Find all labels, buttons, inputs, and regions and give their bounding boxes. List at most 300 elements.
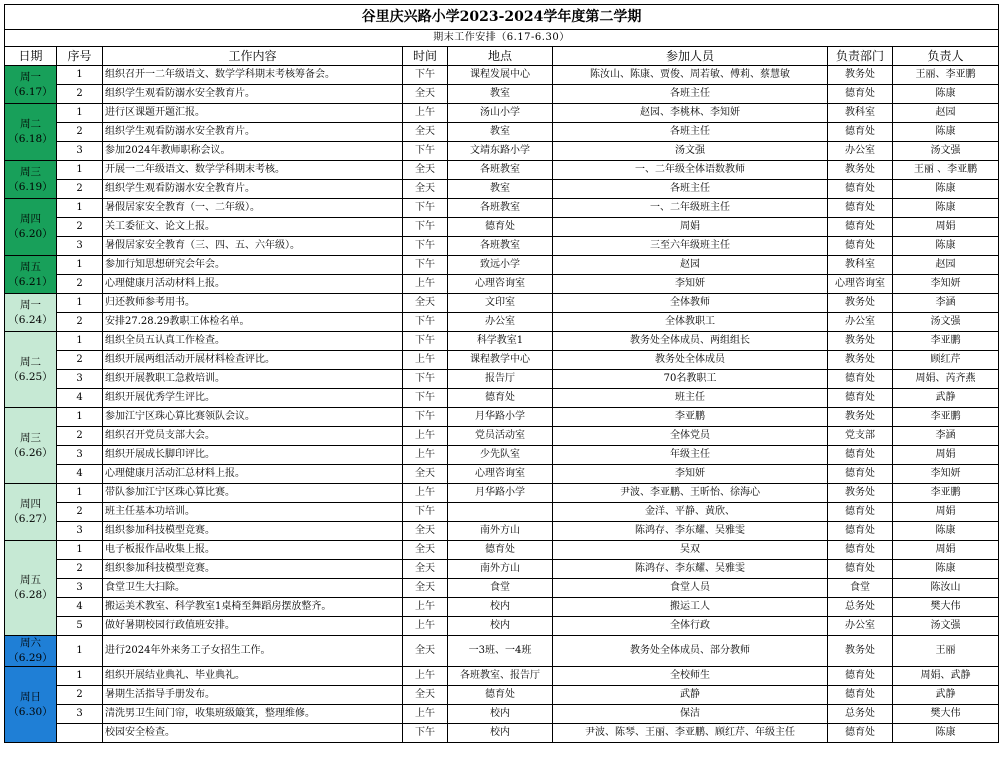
task-participants: 一、二年级全体语数教师 (553, 161, 828, 180)
table-row (5, 724, 999, 743)
task-leader: 陈康 (893, 237, 999, 256)
table-row (5, 85, 999, 104)
row-number: 2 (57, 427, 103, 446)
table-row (5, 541, 999, 560)
task-time: 上午 (403, 427, 448, 446)
task-participants: 三至六年级班主任 (553, 237, 828, 256)
task-place: 德育处 (448, 686, 553, 705)
task-time: 全天 (403, 161, 448, 180)
task-place: 德育处 (448, 389, 553, 408)
task-department: 德育处 (828, 85, 893, 104)
task-leader: 赵园 (893, 104, 999, 123)
row-number: 2 (57, 560, 103, 579)
task-time: 上午 (403, 104, 448, 123)
task-leader: 周娟 (893, 446, 999, 465)
weekday-label: 周五 (20, 574, 41, 586)
weekday-label: 周一 (20, 298, 41, 311)
task-leader: 陈康 (893, 522, 999, 541)
task-content: 组织学生观看防溺水安全教育片。 (103, 180, 403, 199)
table-row (5, 199, 999, 218)
task-place: 教室 (448, 123, 553, 142)
header-content: 工作内容 (103, 47, 403, 66)
table-row (5, 161, 999, 180)
table-row (5, 617, 999, 636)
task-department: 教务处 (828, 294, 893, 313)
task-time: 上午 (403, 705, 448, 724)
task-place: 校内 (448, 598, 553, 617)
task-leader: 樊大伟 (893, 598, 999, 617)
task-place: 校内 (448, 724, 553, 743)
row-number: 4 (57, 389, 103, 408)
table-row (5, 705, 999, 724)
row-number: 1 (57, 199, 103, 218)
task-participants: 李亚鹏 (553, 408, 828, 427)
task-place: 课程发展中心 (448, 66, 553, 85)
task-leader: 李亚鹏 (893, 408, 999, 427)
task-time: 全天 (403, 180, 448, 199)
task-department: 德育处 (828, 560, 893, 579)
date-label: （6.24） (8, 313, 53, 326)
row-number: 1 (57, 408, 103, 427)
task-time: 全天 (403, 636, 448, 667)
table-row (5, 66, 999, 85)
task-place: 南外方山 (448, 560, 553, 579)
table-row (5, 389, 999, 408)
weekday-label: 周一 (20, 70, 41, 83)
task-place: 校内 (448, 617, 553, 636)
date-cell (5, 667, 57, 743)
task-time: 下午 (403, 237, 448, 256)
row-number: 1 (57, 636, 103, 667)
task-participants: 吴双 (553, 541, 828, 560)
task-leader: 李亚鹏 (893, 332, 999, 351)
row-number: 1 (57, 256, 103, 275)
date-label: （6.20） (8, 228, 53, 240)
document-title: 谷里庆兴路小学2023-2024学年度第二学期 (5, 5, 999, 30)
task-place: 党员活动室 (448, 427, 553, 446)
task-place: 南外方山 (448, 522, 553, 541)
header-participants: 参加人员 (553, 47, 828, 66)
task-participants: 教务处全体成员、部分教师 (553, 636, 828, 667)
task-department: 教务处 (828, 484, 893, 503)
task-department: 教科室 (828, 256, 893, 275)
task-time: 下午 (403, 332, 448, 351)
task-content: 进行2024年外来务工子女招生工作。 (103, 636, 403, 667)
task-content: 归还教师参考用书。 (103, 294, 403, 313)
task-place: 教室 (448, 180, 553, 199)
task-department: 办公室 (828, 313, 893, 332)
task-leader: 李亚鹏 (893, 484, 999, 503)
table-row (5, 636, 999, 667)
task-place: 各班教室、报告厅 (448, 667, 553, 686)
row-number: 4 (57, 598, 103, 617)
task-time: 下午 (403, 724, 448, 743)
task-place: 致远小学 (448, 256, 553, 275)
task-time: 全天 (403, 465, 448, 484)
task-leader: 李涵 (893, 294, 999, 313)
task-time: 上午 (403, 351, 448, 370)
task-participants: 赵园 (553, 256, 828, 275)
task-time: 下午 (403, 218, 448, 237)
task-participants: 金洋、平静、黄欣、 (553, 503, 828, 522)
task-place: 报告厅 (448, 370, 553, 389)
date-label: （6.28） (8, 589, 53, 601)
task-participants: 陈汝山、陈康、贾俊、周若敏、傅莉、蔡慧敏 (553, 66, 828, 85)
task-content: 组织召开党员支部大会。 (103, 427, 403, 446)
task-content: 校园安全检查。 (103, 724, 403, 743)
task-time: 上午 (403, 598, 448, 617)
task-participants: 班主任 (553, 389, 828, 408)
date-label: （6.17） (8, 85, 53, 98)
task-participants: 周娟 (553, 218, 828, 237)
task-content: 参加行知思想研究会年会。 (103, 256, 403, 275)
task-time: 下午 (403, 408, 448, 427)
task-time: 全天 (403, 123, 448, 142)
task-leader: 陈汝山 (893, 579, 999, 598)
task-leader: 王丽、李亚鹏 (893, 66, 999, 85)
task-content: 暑期生活指导手册发布。 (103, 686, 403, 705)
task-place: 食堂 (448, 579, 553, 598)
task-leader: 李知妍 (893, 275, 999, 294)
task-participants: 汤文强 (553, 142, 828, 161)
task-place: 月华路小学 (448, 484, 553, 503)
task-content: 参加江宁区珠心算比赛领队会议。 (103, 408, 403, 427)
task-place: 汤山小学 (448, 104, 553, 123)
date-cell (5, 332, 57, 408)
table-row (5, 427, 999, 446)
task-participants: 陈鸿存、李东耀、吴雅雯 (553, 522, 828, 541)
date-label: （6.30） (8, 705, 53, 718)
table-row (5, 522, 999, 541)
task-participants: 尹波、陈琴、王丽、李亚鹏、顾红芹、年级主任 (553, 724, 828, 743)
task-leader: 王丽 (893, 636, 999, 667)
row-number: 1 (57, 66, 103, 85)
task-participants: 各班主任 (553, 123, 828, 142)
row-number (57, 724, 103, 743)
task-time: 全天 (403, 686, 448, 705)
task-place: 心理咨询室 (448, 465, 553, 484)
task-place: 德育处 (448, 541, 553, 560)
task-leader: 陈康 (893, 724, 999, 743)
task-leader: 周娟 (893, 541, 999, 560)
table-row (5, 142, 999, 161)
task-participants: 李知妍 (553, 465, 828, 484)
weekday-label: 周五 (20, 260, 41, 273)
task-department: 教务处 (828, 161, 893, 180)
task-leader: 汤文强 (893, 142, 999, 161)
task-place: 文印室 (448, 294, 553, 313)
task-place: 少先队室 (448, 446, 553, 465)
task-content: 搬运美术教室、科学教室1桌椅至舞蹈房摆放整齐。 (103, 598, 403, 617)
task-leader: 陈康 (893, 560, 999, 579)
task-participants: 保洁 (553, 705, 828, 724)
task-content: 班主任基本功培训。 (103, 503, 403, 522)
task-department: 教务处 (828, 332, 893, 351)
task-place: 科学教室1 (448, 332, 553, 351)
task-content: 带队参加江宁区珠心算比赛。 (103, 484, 403, 503)
task-time: 上午 (403, 667, 448, 686)
task-time: 下午 (403, 256, 448, 275)
table-row (5, 237, 999, 256)
row-number: 2 (57, 503, 103, 522)
task-content: 开展一二年级语文、数学学科期末考核。 (103, 161, 403, 180)
task-place (448, 503, 553, 522)
task-content: 组织开展结业典礼、毕业典礼。 (103, 667, 403, 686)
row-number: 3 (57, 579, 103, 598)
task-department: 德育处 (828, 686, 893, 705)
task-leader: 顾红芹 (893, 351, 999, 370)
task-place: 德育处 (448, 218, 553, 237)
table-row (5, 294, 999, 313)
table-row (5, 465, 999, 484)
task-department: 教务处 (828, 636, 893, 667)
task-department: 德育处 (828, 522, 893, 541)
row-number: 1 (57, 541, 103, 560)
task-participants: 食堂人员 (553, 579, 828, 598)
task-participants: 全校师生 (553, 667, 828, 686)
task-department: 办公室 (828, 617, 893, 636)
task-content: 组织召开一二年级语文、数学学科期末考核筹备会。 (103, 66, 403, 85)
date-cell (5, 541, 57, 636)
table-row (5, 686, 999, 705)
table-row (5, 667, 999, 686)
task-department: 德育处 (828, 667, 893, 686)
task-leader: 周娟、武静 (893, 667, 999, 686)
task-participants: 尹波、李亚鹏、王昕怡、徐海心 (553, 484, 828, 503)
header-place: 地点 (448, 47, 553, 66)
date-cell (5, 104, 57, 161)
task-leader: 周娟 (893, 218, 999, 237)
task-participants: 教务处全体成员 (553, 351, 828, 370)
header-row (5, 47, 999, 66)
task-place: 办公室 (448, 313, 553, 332)
task-department: 心理咨询室 (828, 275, 893, 294)
date-cell (5, 199, 57, 256)
task-place: 各班教室 (448, 161, 553, 180)
task-leader: 周娟、芮齐燕 (893, 370, 999, 389)
task-department: 党支部 (828, 427, 893, 446)
weekday-label: 周六 (20, 637, 41, 649)
date-label: （6.21） (8, 275, 53, 288)
task-content: 暑假居家安全教育（三、四、五、六年级）。 (103, 237, 403, 256)
row-number: 3 (57, 446, 103, 465)
task-time: 全天 (403, 541, 448, 560)
table-row (5, 579, 999, 598)
weekday-label: 周日 (20, 690, 41, 703)
task-content: 心理健康月活动材料上报。 (103, 275, 403, 294)
task-time: 下午 (403, 142, 448, 161)
task-content: 组织参加科技模型竞赛。 (103, 560, 403, 579)
table-row (5, 123, 999, 142)
document-subtitle: 期末工作安排（6.17-6.30） (5, 30, 999, 47)
date-cell (5, 484, 57, 541)
task-content: 清洗男卫生间门帘，收集班级簸箕，整理维修。 (103, 705, 403, 724)
table-row (5, 313, 999, 332)
schedule-body (5, 66, 999, 743)
date-cell (5, 408, 57, 484)
date-cell (5, 294, 57, 332)
table-row (5, 446, 999, 465)
table-row (5, 351, 999, 370)
date-cell (5, 161, 57, 199)
task-leader: 汤文强 (893, 617, 999, 636)
row-number: 4 (57, 465, 103, 484)
row-number: 1 (57, 294, 103, 313)
weekday-label: 周二 (20, 118, 41, 130)
task-department: 总务处 (828, 705, 893, 724)
row-number: 3 (57, 705, 103, 724)
weekday-label: 周三 (20, 431, 41, 444)
header-department: 负责部门 (828, 47, 893, 66)
task-time: 下午 (403, 199, 448, 218)
table-row (5, 370, 999, 389)
task-leader: 陈康 (893, 199, 999, 218)
row-number: 1 (57, 484, 103, 503)
task-department: 德育处 (828, 446, 893, 465)
header-date: 日期 (5, 47, 57, 66)
task-participants: 赵园、李桃林、李知妍 (553, 104, 828, 123)
task-content: 做好暑期校园行政值班安排。 (103, 617, 403, 636)
task-time: 下午 (403, 370, 448, 389)
task-place: 校内 (448, 705, 553, 724)
task-leader: 李涵 (893, 427, 999, 446)
task-time: 下午 (403, 313, 448, 332)
table-row (5, 484, 999, 503)
task-leader: 樊大伟 (893, 705, 999, 724)
task-leader: 武静 (893, 686, 999, 705)
date-label: （6.29） (8, 652, 53, 664)
task-department: 德育处 (828, 237, 893, 256)
weekday-label: 周二 (20, 355, 41, 368)
task-participants: 陈鸿存、李东耀、吴雅雯 (553, 560, 828, 579)
task-participants: 搬运工人 (553, 598, 828, 617)
task-time: 上午 (403, 617, 448, 636)
task-content: 电子板报作品收集上报。 (103, 541, 403, 560)
task-leader: 汤文强 (893, 313, 999, 332)
task-department: 办公室 (828, 142, 893, 161)
task-content: 组织开展成长脚印评比。 (103, 446, 403, 465)
date-label: （6.27） (8, 513, 53, 525)
task-department: 教务处 (828, 408, 893, 427)
task-department: 德育处 (828, 218, 893, 237)
task-content: 组织开展教职工急救培训。 (103, 370, 403, 389)
task-leader: 李知妍 (893, 465, 999, 484)
row-number: 2 (57, 313, 103, 332)
row-number: 3 (57, 370, 103, 389)
row-number: 1 (57, 104, 103, 123)
table-row (5, 104, 999, 123)
task-department: 德育处 (828, 199, 893, 218)
task-content: 心理健康月活动汇总材料上报。 (103, 465, 403, 484)
header-number: 序号 (57, 47, 103, 66)
task-time: 下午 (403, 389, 448, 408)
task-place: 月华路小学 (448, 408, 553, 427)
task-content: 组织开展两组活动开展材料检查评比。 (103, 351, 403, 370)
task-place: 各班教室 (448, 199, 553, 218)
weekday-label: 周四 (20, 213, 41, 225)
task-participants: 武静 (553, 686, 828, 705)
task-department: 德育处 (828, 465, 893, 484)
task-participants: 年级主任 (553, 446, 828, 465)
row-number: 3 (57, 522, 103, 541)
task-department: 德育处 (828, 389, 893, 408)
task-place: 心理咨询室 (448, 275, 553, 294)
header-time: 时间 (403, 47, 448, 66)
task-leader: 周娟 (893, 503, 999, 522)
task-department: 德育处 (828, 123, 893, 142)
task-participants: 教务处全体成员、两组组长 (553, 332, 828, 351)
row-number: 1 (57, 332, 103, 351)
task-content: 暑假居家安全教育（一、二年级）。 (103, 199, 403, 218)
date-label: （6.19） (8, 180, 53, 193)
task-participants: 各班主任 (553, 180, 828, 199)
task-time: 上午 (403, 275, 448, 294)
task-time: 全天 (403, 560, 448, 579)
table-row (5, 332, 999, 351)
task-place: 文靖东路小学 (448, 142, 553, 161)
date-cell (5, 636, 57, 667)
task-time: 上午 (403, 484, 448, 503)
table-row (5, 218, 999, 237)
task-place: 课程教学中心 (448, 351, 553, 370)
task-leader: 陈康 (893, 180, 999, 199)
date-cell (5, 256, 57, 294)
task-place: 教室 (448, 85, 553, 104)
task-time: 全天 (403, 522, 448, 541)
task-content: 组织学生观看防溺水安全教育片。 (103, 123, 403, 142)
task-department: 德育处 (828, 724, 893, 743)
task-leader: 武静 (893, 389, 999, 408)
task-content: 安排27.28.29教职工体检名单。 (103, 313, 403, 332)
weekday-label: 周三 (20, 165, 41, 178)
task-department: 德育处 (828, 180, 893, 199)
task-department: 教务处 (828, 351, 893, 370)
row-number: 1 (57, 161, 103, 180)
table-row (5, 275, 999, 294)
task-department: 教务处 (828, 66, 893, 85)
task-participants: 全体党员 (553, 427, 828, 446)
task-participants: 李知妍 (553, 275, 828, 294)
table-row (5, 180, 999, 199)
row-number: 2 (57, 85, 103, 104)
row-number: 2 (57, 275, 103, 294)
task-leader: 王丽 、李亚鹏 (893, 161, 999, 180)
task-time: 上午 (403, 446, 448, 465)
date-label: （6.26） (8, 446, 53, 459)
task-department: 德育处 (828, 541, 893, 560)
task-time: 下午 (403, 503, 448, 522)
task-leader: 赵园 (893, 256, 999, 275)
row-number: 2 (57, 218, 103, 237)
row-number: 5 (57, 617, 103, 636)
task-participants: 全体行政 (553, 617, 828, 636)
table-row (5, 408, 999, 427)
date-label: （6.25） (8, 370, 53, 383)
task-place: 各班教室 (448, 237, 553, 256)
row-number: 2 (57, 351, 103, 370)
row-number: 2 (57, 686, 103, 705)
row-number: 2 (57, 123, 103, 142)
task-participants: 全体教师 (553, 294, 828, 313)
task-time: 全天 (403, 579, 448, 598)
header-leader: 负责人 (893, 47, 999, 66)
table-row (5, 598, 999, 617)
row-number: 3 (57, 237, 103, 256)
task-department: 德育处 (828, 370, 893, 389)
task-department: 总务处 (828, 598, 893, 617)
task-content: 食堂卫生大扫除。 (103, 579, 403, 598)
task-content: 组织全员五认真工作检查。 (103, 332, 403, 351)
